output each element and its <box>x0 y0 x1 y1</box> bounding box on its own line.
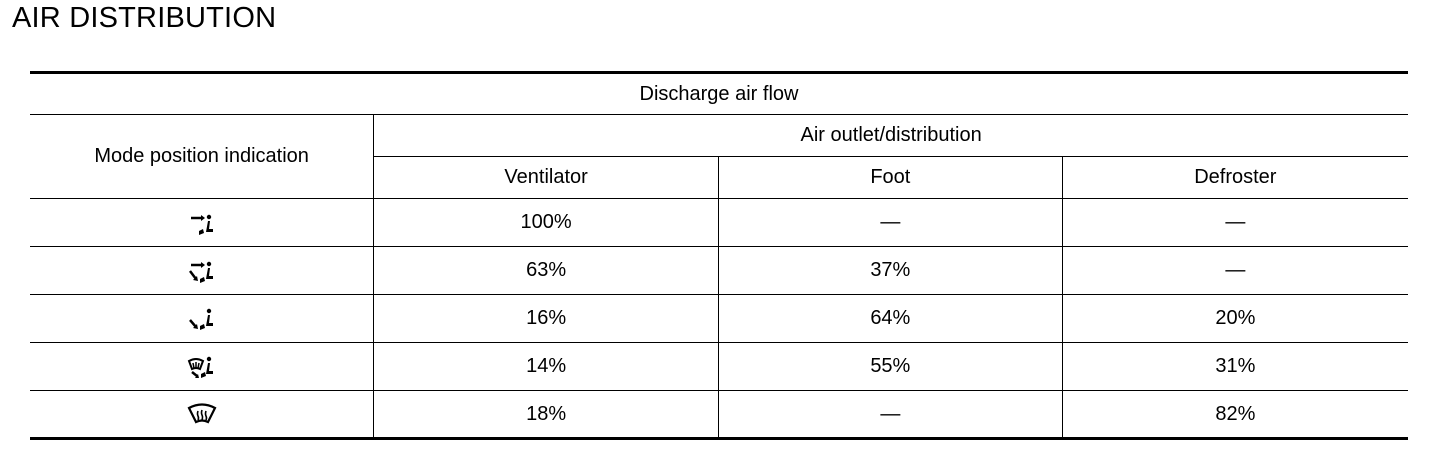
ventilator-value: 100% <box>374 199 719 247</box>
foot-column-header: Foot <box>718 157 1062 199</box>
foot-mode-icon <box>187 305 217 333</box>
defrost-mode-icon <box>186 402 218 426</box>
table-row <box>30 247 1408 295</box>
mode-cell <box>30 391 374 439</box>
foot-value: — <box>718 391 1062 439</box>
page-title: AIR DISTRIBUTION <box>12 2 277 34</box>
air-outlet-header: Air outlet/distribution <box>374 115 1408 157</box>
ventilator-value: 18% <box>374 391 719 439</box>
ventilator-value: 63% <box>374 247 719 295</box>
foot-value: 64% <box>718 295 1062 343</box>
defroster-value: 82% <box>1062 391 1408 439</box>
ventilator-value: 16% <box>374 295 719 343</box>
foot-value: 37% <box>718 247 1062 295</box>
mode-cell <box>30 247 374 295</box>
table-row <box>30 343 1408 391</box>
table-row <box>30 199 1408 247</box>
defrost-foot-mode-icon <box>187 353 217 381</box>
defroster-value: — <box>1062 247 1408 295</box>
foot-value: 55% <box>718 343 1062 391</box>
table-row <box>30 391 1408 439</box>
foot-value: — <box>718 199 1062 247</box>
ventilator-value: 14% <box>374 343 719 391</box>
discharge-air-flow-header: Discharge air flow <box>30 73 1408 115</box>
ventilator-column-header: Ventilator <box>374 157 719 199</box>
air-distribution-table <box>30 71 1408 440</box>
defroster-column-header: Defroster <box>1062 157 1408 199</box>
mode-cell <box>30 199 374 247</box>
bi-level-mode-icon <box>187 257 217 285</box>
mode-cell <box>30 295 374 343</box>
mode-cell <box>30 343 374 391</box>
defroster-value: 20% <box>1062 295 1408 343</box>
mode-position-header: Mode position indication <box>30 115 374 199</box>
vent-mode-icon <box>187 209 217 237</box>
defroster-value: — <box>1062 199 1408 247</box>
table-row <box>30 295 1408 343</box>
defroster-value: 31% <box>1062 343 1408 391</box>
